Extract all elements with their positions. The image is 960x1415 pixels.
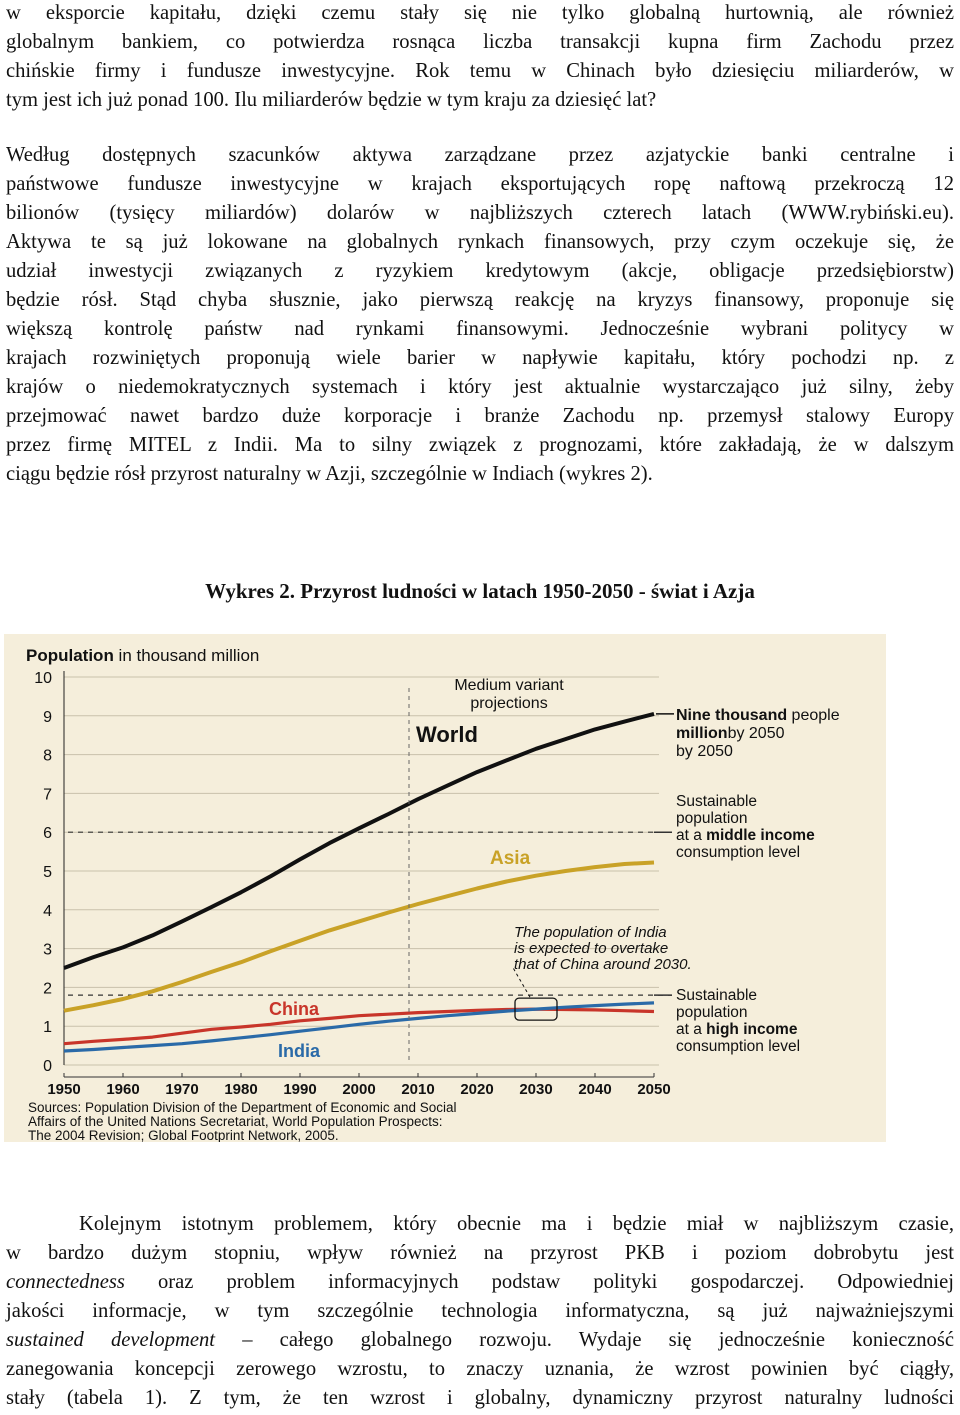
x-tick-label: 1990 (283, 1081, 317, 1098)
italic-term: sustained development (6, 1329, 216, 1351)
x-tick-label: 1980 (224, 1081, 258, 1098)
y-tick-label: 3 (43, 941, 52, 959)
text-line: bilionów (tysięcy miliardów) dolarów w najbliższych czterech latach (WWW.rybiński.eu). (6, 202, 954, 224)
x-tick-label: 2050 (637, 1081, 671, 1098)
text-line: krajach rozwiniętych proponują wiele barier w napływie kapitału, który pochodzi np. z (6, 347, 954, 369)
text-line: w eksporcie kapitału, dzięki czemu stały się nie tylko globalną hurtownią, ale również (6, 2, 954, 24)
text-line: w bardzo dużym stopniu, wpływ również na przyrost PKB i poziom dobrobytu jest (6, 1242, 954, 1264)
x-tick-label: 2040 (578, 1081, 612, 1098)
y-tick-label: 9 (43, 708, 52, 726)
text-fragment: oraz problem informacyjnych podstaw polityki gospodarczej. Odpowiedniej (124, 1271, 954, 1293)
overtake-annotation: that of China around 2030. (514, 956, 692, 973)
y-tick-label: 6 (43, 825, 52, 843)
text-line: chińskie firmy i fundusze inwestycyjne. Rok temu w Chinach było dziesięciu miliarderów, w (6, 60, 954, 82)
x-tick-label: 2030 (519, 1081, 553, 1098)
y-tick-label: 2 (43, 980, 52, 998)
medium-variant-label: projections (470, 695, 548, 712)
nine-thousand-label: Nine thousand people (676, 707, 840, 724)
medium-variant-label: Medium variant (454, 677, 564, 694)
text-line: tym jest ich już ponad 100. Ilu miliarderów będzie w tym kraju za dziesięć lat? (6, 89, 657, 111)
y-tick-label: 7 (43, 786, 52, 804)
x-tick-label: 2020 (460, 1081, 494, 1098)
text-line: państwowe fundusze inwestycyjne w krajach eksportujących ropę naftową przekroczą 12 (6, 173, 954, 195)
text-line: Kolejnym istotnym problemem, który obecnie ma i będzie miał w najbliższym czasie, (79, 1213, 954, 1235)
y-tick-label: 4 (43, 902, 52, 920)
text-line: przejmować nawet bardzo duże korporacje i branże Zachodu np. przemysł stalowy Europy (6, 405, 954, 427)
x-tick-label: 1970 (165, 1081, 199, 1098)
y-tick-label: 1 (43, 1019, 52, 1037)
paragraph-2 (6, 141, 954, 489)
nine-thousand-label: by 2050 (676, 743, 733, 760)
reference-label: at a high income (676, 1021, 798, 1038)
reference-label: at a middle income (676, 827, 815, 844)
world-label: World (416, 722, 478, 747)
text-line: ciągu będzie rósł przyrost naturalny w Azji, szczególnie w Indiach (wykres 2). (6, 463, 653, 485)
sources-line: Sources: Population Division of the Department of Economic and Social (28, 1100, 457, 1115)
text-line (6, 1268, 954, 1297)
chart-title: Population in thousand million (26, 646, 260, 665)
overtake-annotation: The population of India (514, 924, 667, 941)
reference-label: consumption level (676, 844, 801, 861)
text-line: globalnym bankiem, co potwierdza rosnąca liczba transakcji kupna firm Zachodu przez (6, 31, 954, 53)
population-chart (4, 634, 886, 1142)
text-line: jakości informacje, w tym szczególnie technologia informatyczna, są już najważniejszymi (6, 1300, 954, 1322)
text-line: przez firmę MITEL z Indii. Ma to silny związek z prognozami, które zakładają, że w dalszym (6, 434, 954, 456)
sources-line: Affairs of the United Nations Secretariat, World Population Prospects: (28, 1114, 443, 1129)
china-label: China (269, 999, 320, 1019)
text-line: udział inwestycji związanych z ryzykiem kredytowym (akcje, obligacje przedsiębiorstw) (6, 260, 954, 282)
x-tick-label: 1960 (106, 1081, 140, 1098)
y-tick-label: 10 (34, 670, 52, 687)
nine-thousand-label: millionby 2050 (676, 725, 785, 742)
reference-label: consumption level (676, 1038, 801, 1055)
asia-label: Asia (490, 848, 531, 869)
reference-label: Sustainable (676, 987, 758, 1004)
paragraph-1 (6, 0, 954, 115)
text-line: zanegowania koncepcji zerowego wzrostu, to znaczy uznania, że wzrost powinien być ciągły, (6, 1358, 954, 1380)
text-line (6, 1326, 954, 1355)
text-fragment: – całego globalnego rozwoju. Wydaje się jednocześnie konieczność (215, 1329, 955, 1351)
text-line: Według dostępnych szacunków aktywa zarządzane przez azjatyckie banki centralne i (6, 144, 954, 166)
text-line: Aktywa te są już lokowane na globalnych rynkach finansowych, przy czym oczekuje się, że (6, 231, 954, 253)
x-tick-label: 2000 (342, 1081, 376, 1098)
text-line: będzie rósł. Stąd chyba słusznie, jako pierwszą reakcję na kryzys finansowy, proponuje się (6, 289, 954, 311)
y-tick-label: 0 (43, 1058, 52, 1075)
y-tick-label: 8 (43, 747, 52, 765)
text-line: większą kontrolę państw nad rynkami finansowymi. Jednocześnie wybrani politycy w (6, 318, 954, 340)
y-tick-label: 5 (43, 864, 52, 881)
overtake-annotation: is expected to overtake (514, 940, 669, 957)
italic-term: connectedness (6, 1271, 125, 1293)
x-tick-label: 1950 (47, 1081, 81, 1098)
paragraph-3 (6, 1210, 954, 1413)
sources-line: The 2004 Revision; Global Footprint Network, 2005. (28, 1128, 339, 1142)
chart-svg (4, 634, 886, 1142)
figure-title: Wykres 2. Przyrost ludności w latach 1950-2050 - świat i Azja (205, 579, 755, 603)
reference-label: population (676, 1004, 748, 1021)
reference-label: Sustainable (676, 793, 758, 810)
reference-label: population (676, 810, 748, 827)
text-line: stały (tabela 1). Z tym, że ten wzrost i globalny, dynamiczny przyrost naturalny ludności (6, 1387, 954, 1409)
x-tick-label: 2010 (401, 1081, 435, 1098)
text-line: krajów o niedemokratycznych systemach i który jest aktualnie wystarczająco już silny, żeby (6, 376, 954, 398)
india-label: India (278, 1041, 321, 1061)
